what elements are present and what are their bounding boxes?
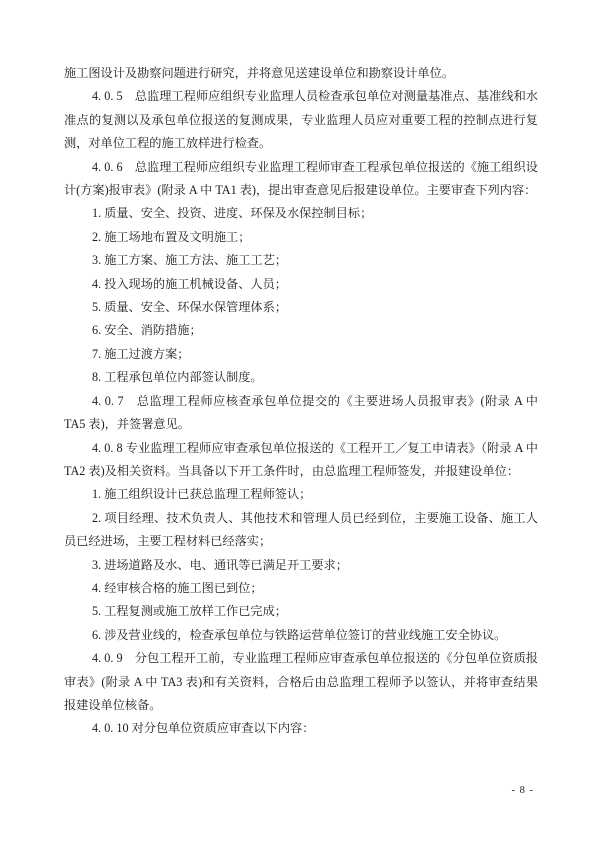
- continuation-paragraph: 施工图设计及勘察问题进行研究，并将意见送建设单位和勘察设计单位。: [64, 66, 454, 80]
- condition-list-item-5: 5. 工程复测或施工放样工作已完成；: [92, 604, 287, 619]
- clause-4-0-9: 4. 0. 9 分包工程开工前，专业监理工程师应审查承包单位报送的《分包单位资质报审表》(附录 A 中 TA3 表)和有关资料，合格后由总监理工程师予以签认，并将审查结果报建设单位核备。: [64, 651, 538, 712]
- condition-list-item-6: 6. 涉及营业线的，检查承包单位与铁路运营单位签订的营业线施工安全协议。: [92, 627, 507, 642]
- review-list-item-3: 3. 施工方案、施工方法、施工工艺；: [92, 253, 287, 268]
- document-body: [64, 62, 538, 741]
- clause-4-0-5: 4. 0. 5 总监理工程师应组织专业监理人员检查承包单位对测量基准点、基准线和水准点的复测以及承包单位报送的复测成果，专业监理人员应对重要工程的控制点进行复测，对单位工程的施工放样进行检查。: [64, 89, 538, 151]
- clause-4-0-8: 4. 0. 8 专业监理工程师应审查承包单位报送的《工程开工／复工申请表》（附录 A 中 TA2 表)及相关资料。当具备以下开工条件时，由总监理工程师签发，并报建设单位：: [64, 440, 538, 478]
- page-number: - 8 -: [511, 785, 534, 796]
- condition-list-item-4: 4. 经审核合格的施工图已到位；: [92, 580, 263, 595]
- condition-list-item-2: 2. 项目经理、技术负责人、其他技术和管理人员已经到位，主要施工设备、施工人员已经进场，主要工程材料已经落实；: [64, 510, 538, 549]
- review-list-item-2: 2. 施工场地布置及文明施工；: [92, 229, 251, 244]
- review-list-item-5: 5. 质量、安全、环保水保管理体系；: [92, 300, 287, 315]
- condition-list-item-1: 1. 施工组织设计已获总监理工程师签认；: [92, 487, 312, 502]
- clause-4-0-7: 4. 0. 7 总监理工程师应核查承包单位提交的《主要进场人员报审表》(附录 A 中 TA5 表)，并签署意见。: [64, 393, 538, 432]
- review-list-item-4: 4. 投入现场的施工机械设备、人员；: [92, 276, 287, 291]
- review-list-item-8: 8. 工程承包单位内部签认制度。: [92, 370, 263, 385]
- condition-list-item-3: 3. 进场道路及水、电、通讯等已满足开工要求；: [92, 557, 348, 572]
- review-list-item-6: 6. 安全、消防措施；: [92, 323, 202, 338]
- review-list-item-1: 1. 质量、安全、投资、进度、环保及水保控制目标；: [92, 206, 373, 221]
- clause-4-0-10: 4. 0. 10 对分包单位资质应审查以下内容：: [92, 721, 315, 736]
- clause-4-0-6: 4. 0. 6 总监理工程师应组织专业监理工程师审查工程承包单位报送的《施工组织设计(方案)报审表》(附录 A 中 TA1 表)，提出审查意见后报建设单位。主要审查下列内容：: [64, 159, 538, 198]
- review-list-item-7: 7. 施工过渡方案；: [92, 346, 190, 361]
